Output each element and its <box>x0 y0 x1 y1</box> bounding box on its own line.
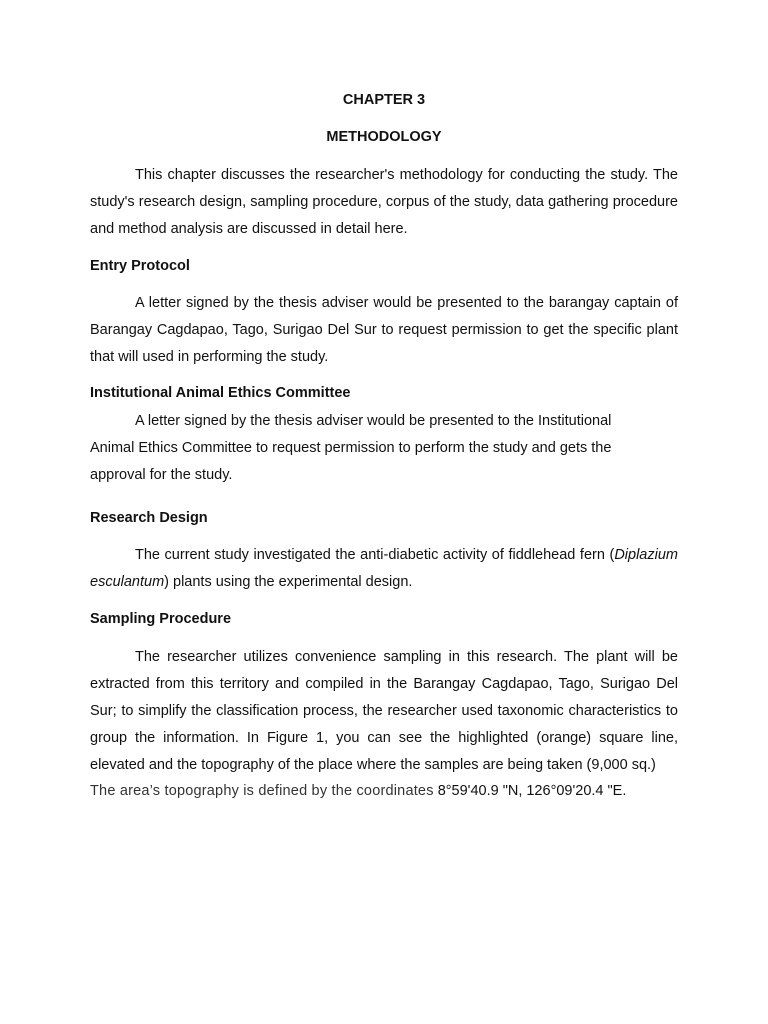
research-design-text-before: The current study investigated the anti-diabetic activity of fiddlehead fern ( <box>135 547 615 563</box>
entry-protocol-heading: Entry Protocol <box>90 258 190 274</box>
ethics-paragraph <box>90 408 678 489</box>
chapter-number: CHAPTER 3 <box>342 92 426 108</box>
research-design-text-after: ) plants using the experimental design. <box>164 574 413 590</box>
research-design-heading: Research Design <box>90 510 208 526</box>
species-name: Diplazium esculantum <box>90 547 678 590</box>
coordinates-line <box>90 778 678 805</box>
chapter-title: METHODOLOGY <box>326 129 442 145</box>
sampling-paragraph: The researcher utilizes convenience sampling in this research. The plant will be extracted from this territory and compiled in the Barangay Cagdapao, Tago, Surigao Del Sur; to simplify the classification process, the researcher used taxonomic characteristics to group the information. In Figure 1, you can see the highlighted (orange) square line, elevated and the topography of the place where the samples are being taken (9,000 sq.) <box>90 649 678 773</box>
intro-paragraph: This chapter discusses the researcher's methodology for conducting the study. The study's research design, sampling procedure, corpus of the study, data gathering procedure and method analysis are discussed in detail here. <box>90 167 678 237</box>
ethics-line-2: Animal Ethics Committee to request permission to perform the study and gets the <box>90 440 612 456</box>
research-design-paragraph <box>90 542 678 596</box>
coordinates-prefix: The area’s topography is defined by the coordinates <box>90 783 434 799</box>
ethics-line-3: approval for the study. <box>90 467 233 483</box>
ethics-heading: Institutional Animal Ethics Committee <box>90 385 351 401</box>
coordinates-value: 8°59'40.9 "N, 126°09'20.4 "E. <box>437 783 627 799</box>
entry-protocol-paragraph: A letter signed by the thesis adviser would be presented to the barangay captain of Barangay Cagdapao, Tago, Surigao Del Sur to request permission to get the specific plant that will used in performing the study. <box>90 295 678 365</box>
ethics-line-1: A letter signed by the thesis adviser would be presented to the Institutional <box>135 413 612 429</box>
sampling-heading: Sampling Procedure <box>90 611 232 627</box>
